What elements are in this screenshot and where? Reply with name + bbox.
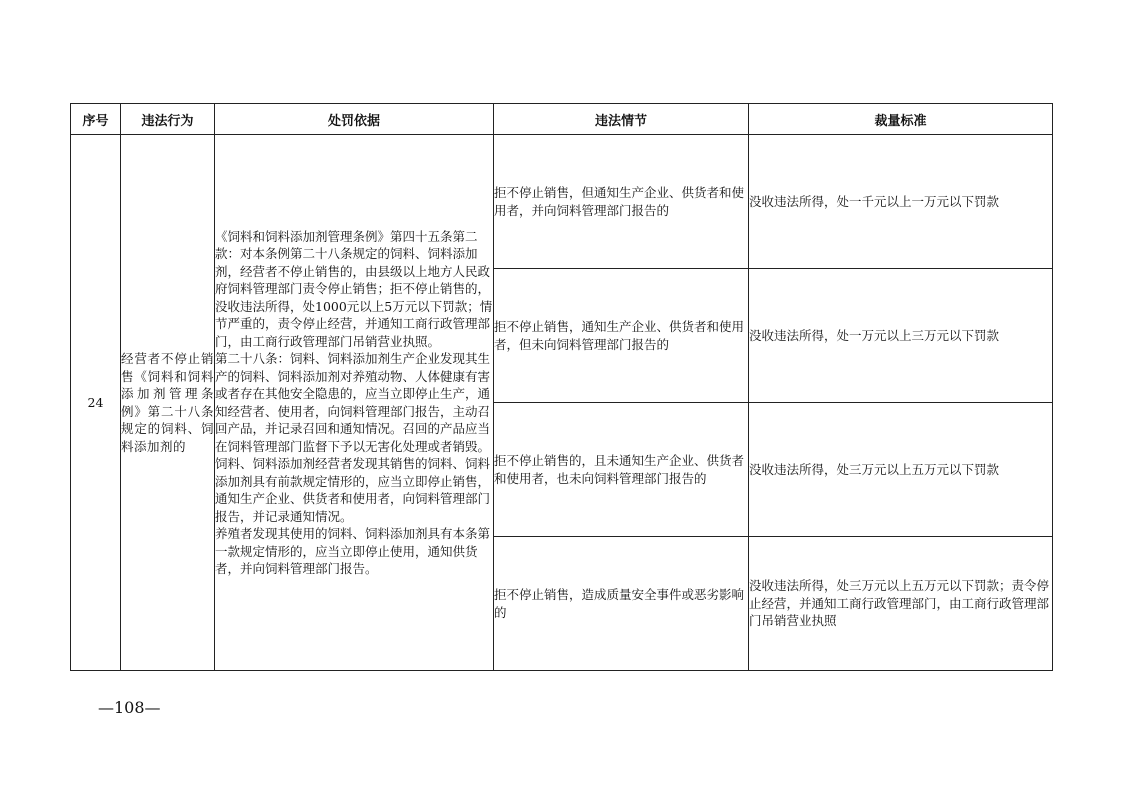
basis-paragraph: 饲料、饲料添加剂经营者发现其销售的饲料、饲料添加剂具有前款规定情形的，应当立即停止销售，通知生产企业、供货者和使用者，向饲料管理部门报告，并记录通知情况。 — [215, 456, 491, 524]
basis-paragraph: 第二十八条：饲料、饲料添加剂生产企业发现其生产的饲料、饲料添加剂对养殖动物、人体健康有害或者存在其他安全隐患的，应当立即停止生产，通知经营者、使用者，向饲料管理部门报告，主动召回产品，并记录召回和通知情况。召回的产品应当在饲料管理部门监督下予以无害化处理或者销毁。 — [215, 351, 491, 454]
standard-cell: 没收违法所得，处一万元以上三万元以下罚款 — [749, 269, 1053, 403]
standard-cell: 没收违法所得，处三万元以上五万元以下罚款 — [749, 403, 1053, 537]
header-circumstance: 违法情节 — [494, 104, 749, 135]
header-row — [71, 104, 1053, 135]
standard-cell: 没收违法所得，处一千元以上一万元以下罚款 — [749, 135, 1053, 269]
header-act: 违法行为 — [121, 104, 215, 135]
penalty-basis — [215, 135, 494, 671]
circumstance-cell: 拒不停止销售，通知生产企业、供货者和使用者，但未向饲料管理部门报告的 — [494, 269, 749, 403]
penalty-table — [70, 103, 1053, 671]
table-row — [71, 135, 1053, 269]
standard-cell: 没收违法所得，处三万元以上五万元以下罚款；责令停止经营，并通知工商行政管理部门，由工商行政管理部门吊销营业执照 — [749, 537, 1053, 671]
circumstance-cell: 拒不停止销售，但通知生产企业、供货者和使用者，并向饲料管理部门报告的 — [494, 135, 749, 269]
circumstance-cell: 拒不停止销售的，且未通知生产企业、供货者和使用者，也未向饲料管理部门报告的 — [494, 403, 749, 537]
entry-number: 24 — [71, 135, 121, 671]
header-no: 序号 — [71, 104, 121, 135]
header-basis: 处罚依据 — [215, 104, 494, 135]
circumstance-cell: 拒不停止销售，造成质量安全事件或恶劣影响的 — [494, 537, 749, 671]
header-standard: 裁量标准 — [749, 104, 1053, 135]
basis-paragraph: 《饲料和饲料添加剂管理条例》第四十五条第二款：对本条例第二十八条规定的饲料、饲料添加剂，经营者不停止销售的，由县级以上地方人民政府饲料管理部门责令停止销售；拒不停止销售的，没收违法所得，处1000元以上5万元以下罚款；情节严重的，责令停止经营，并通知工商行政管理部门，由工商行政管理部门吊销营业执照。 — [215, 228, 493, 349]
violation-act: 经营者不停止销售《饲料和饲料添加剂管理条例》第二十八条规定的饲料、饲料添加剂的 — [121, 135, 215, 671]
basis-paragraph: 养殖者发现其使用的饲料、饲料添加剂具有本条第一款规定情形的，应当立即停止使用，通知供货者，并向饲料管理部门报告。 — [215, 526, 491, 576]
page-number: —108— — [98, 698, 161, 717]
